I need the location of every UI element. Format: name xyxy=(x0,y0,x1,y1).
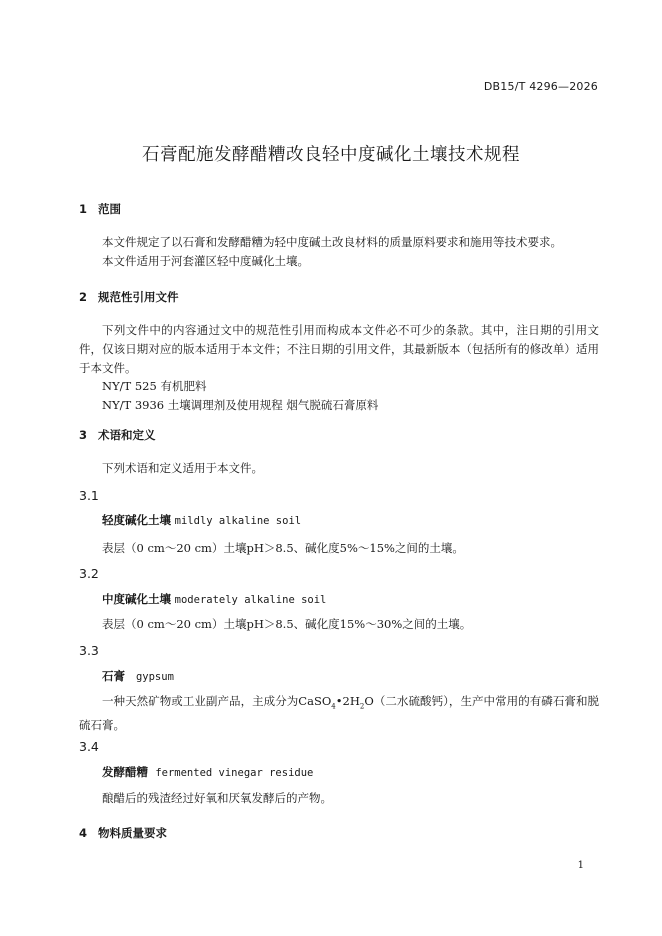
document-code: DB15/T 4296—2026 xyxy=(483,80,598,93)
term-entry xyxy=(102,512,301,528)
section-2-heading xyxy=(79,289,179,305)
term-definition: 酿醋后的残渣经过好氧和厌氧发酵后的产物。 xyxy=(102,791,332,805)
term-entry xyxy=(102,668,174,684)
term-entry xyxy=(102,591,326,607)
term-english: mildly alkaline soil xyxy=(174,515,302,527)
term-entry xyxy=(102,764,313,780)
section-title: 范围 xyxy=(98,202,121,216)
term-english: moderately alkaline soil xyxy=(174,594,327,606)
term-chinese: 发酵醋糟 xyxy=(102,765,148,779)
term-definition: 表层（0 cm～20 cm）土壤pH＞8.5、碱化度15%～30%之间的土壤。 xyxy=(102,617,472,631)
section-title: 规范性引用文件 xyxy=(98,290,179,304)
section-4-heading xyxy=(79,825,167,841)
term-english: gypsum xyxy=(135,671,174,683)
term-definition: 一种天然矿物或工业副产品，主成分为$CaSO_4•2H_2O$（二水硫酸钙），生产中常用的有磷石膏和脱硫石膏。 xyxy=(79,694,599,733)
clause-number: 3.3 xyxy=(79,643,99,658)
section-1-heading xyxy=(79,201,121,217)
reference-item: NY/T 525 有机肥料 xyxy=(102,379,207,393)
term-definition: 表层（0 cm～20 cm）土壤pH＞8.5、碱化度5%～15%之间的土壤。 xyxy=(102,541,464,555)
term-chinese: 轻度碱化土壤 xyxy=(102,513,171,527)
document-title: 石膏配施发酵醋糟改良轻中度碱化土壤技术规程 xyxy=(142,145,520,165)
term-chinese: 中度碱化土壤 xyxy=(102,592,171,606)
page-number: 1 xyxy=(577,860,584,871)
clause-number: 3.2 xyxy=(79,566,99,581)
section-number: 4 xyxy=(79,826,88,840)
section-3-heading xyxy=(79,427,156,443)
section-title: 术语和定义 xyxy=(98,428,156,442)
paragraph: 本文件规定了以石膏和发酵醋糟为轻中度碱土改良材料的质量原料要求和施用等技术要求。 xyxy=(102,235,562,249)
section-number: 3 xyxy=(79,428,88,442)
section-number: 1 xyxy=(79,202,88,216)
paragraph: 下列术语和定义适用于本文件。 xyxy=(102,461,263,475)
clause-number: 3.1 xyxy=(79,488,99,503)
clause-number: 3.4 xyxy=(79,739,99,754)
term-english: fermented vinegar residue xyxy=(155,767,314,779)
paragraph: 下列文件中的内容通过文中的规范性引用而构成本文件必不可少的条款。其中，注日期的引用文件，仅该日期对应的版本适用于本文件；不注日期的引用文件，其最新版本（包括所有的修改单）适用于本文件。 xyxy=(79,323,599,375)
paragraph: 本文件适用于河套灌区轻中度碱化土壤。 xyxy=(102,254,309,268)
term-chinese: 石膏 xyxy=(102,669,125,683)
reference-item: NY/T 3936 土壤调理剂及使用规程 烟气脱硫石膏原料 xyxy=(102,398,379,412)
section-title: 物料质量要求 xyxy=(98,826,167,840)
section-number: 2 xyxy=(79,290,88,304)
